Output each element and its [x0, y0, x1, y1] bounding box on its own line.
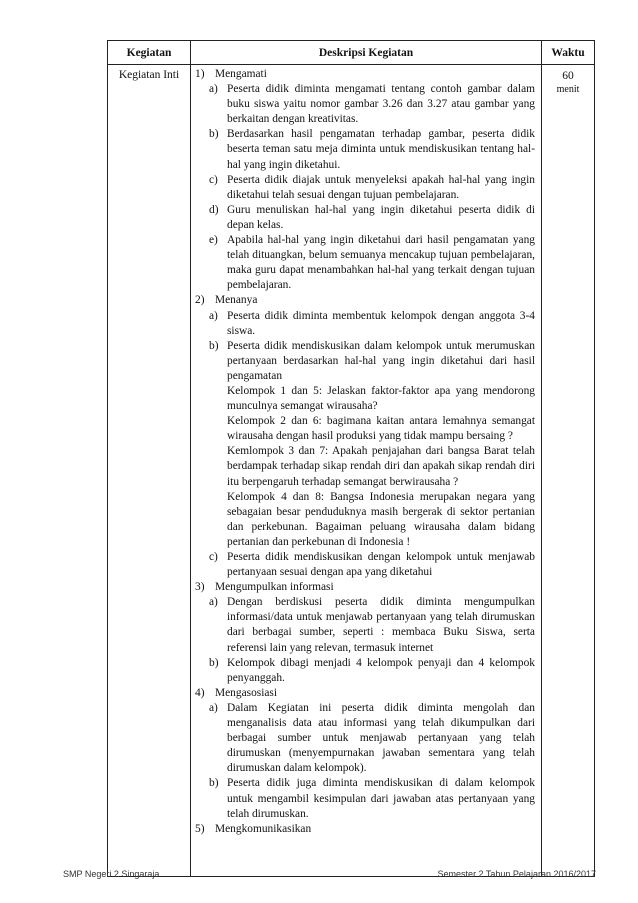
group-question: Kemlompok 3 dan 7: Apakah penjajahan dari bangsa Barat telah berdampak terhadap sikap rendah diri dan apakah sikap rendah diri itu berpengaruh terhadap semangat berwirausaha ?	[227, 445, 535, 488]
table-header-row	[108, 41, 595, 65]
step-number: 1)	[195, 68, 205, 80]
list-item	[209, 776, 535, 821]
list-item	[209, 595, 535, 655]
group-question: Kelompok 4 dan 8: Bangsa Indonesia merupakan negara yang sebagaian besar penduduknya masih bergerak di sektor pertanian dan perkebunan. Bagaiman peluang wirausaha dalam bidang pertanian dan perkebunan di Indonesia !	[227, 490, 535, 548]
step-title	[195, 580, 535, 595]
step-title	[195, 293, 535, 308]
item-text: Kelompok dibagi menjadi 4 kelompok penyaji dan 4 kelompok penyanggah.	[227, 656, 535, 684]
item-marker: a)	[209, 83, 218, 96]
kegiatan-cell: Kegiatan Inti	[108, 65, 191, 877]
item-text: Peserta didik diminta membentuk kelompok dengan anggota 3-4 siswa.	[227, 309, 535, 337]
item-marker: b)	[209, 777, 219, 790]
item-text: Dengan berdiskusi peserta didik diminta mengumpulkan informasi/data untuk menjawab pertanyaan yang telah dirumuskan dari berbagai sumber, seperti : membaca Buku Siswa, serta referensi lain yang relevan, termasuk internet	[227, 596, 535, 654]
item-text: Peserta didik mendiskusikan dengan kelompok untuk menjawab pertanyaan sesuai dengan apa yang diketahui	[227, 551, 535, 579]
list-item	[209, 656, 535, 686]
step-title	[195, 686, 535, 701]
item-marker: a)	[209, 596, 218, 609]
header-kegiatan: Kegiatan	[108, 41, 191, 65]
waktu-unit: menit	[556, 84, 580, 95]
item-text: Peserta didik juga diminta mendiskusikan di dalam kelompok untuk mengambil kesimpulan dari jawaban atas pertanyaan yang telah dirumuskan.	[227, 777, 535, 820]
step-title	[195, 822, 535, 837]
step-number: 4)	[195, 686, 205, 699]
item-marker: b)	[209, 339, 219, 352]
footer-semester: Semester 2 Tahun Pelajaran 2016/2017	[437, 869, 596, 879]
activity-step	[195, 822, 535, 837]
step-number: 5)	[195, 822, 205, 835]
list-item	[209, 339, 535, 384]
lesson-activity-table	[107, 40, 595, 877]
step-title-text: Mengkomunikasikan	[215, 822, 312, 835]
list-item	[209, 82, 535, 127]
step-number: 3)	[195, 581, 205, 594]
table-row	[108, 65, 595, 877]
item-text: Peserta didik diajak untuk menyeleksi apakah hal-hal yang ingin diketahui telah sesuai dengan tujuan pembelajaran.	[227, 173, 535, 201]
list-item	[209, 701, 535, 776]
item-marker: c)	[209, 551, 218, 563]
list-item	[209, 173, 535, 203]
item-text: Berdasarkan hasil pengamatan terhadap gambar, peserta didik beserta teman satu meja diminta untuk mendiskusikan tentang hal-hal yang ingin diketahui.	[227, 128, 535, 171]
footer-school: SMP Negeri 2 Singaraja	[63, 869, 160, 879]
list-item	[209, 309, 535, 339]
item-marker: b)	[209, 128, 219, 141]
step-title-text: Menanya	[215, 294, 258, 307]
activity-step	[195, 686, 535, 822]
waktu-value: 60	[562, 70, 574, 82]
description-cell	[191, 65, 542, 877]
activity-step	[195, 67, 535, 293]
item-marker: c)	[209, 173, 218, 186]
item-marker: a)	[209, 309, 218, 322]
list-item	[209, 203, 535, 233]
item-text: Dalam Kegiatan ini peserta didik diminta mengolah dan menganalisis data atau informasi yang telah dikumpulkan dari berbagai sumber untuk menjawab pertanyaan yang telah dirumuskan (menyempurnakan jawaban sementara yang telah dirumuskan dalam kelompok).	[227, 701, 535, 775]
step-number: 2)	[195, 294, 205, 307]
item-text: Peserta didik mendiskusikan dalam kelompok untuk merumuskan pertanyaan berdasarkan hal-hal yang ingin diketahui dari hasil pengamatan	[227, 339, 535, 382]
item-marker: e)	[209, 234, 218, 247]
step-title-text: Mengasosiasi	[215, 686, 278, 699]
group-question: Kelompok 2 dan 6: bagimana kaitan antara lemahnya semangat wirausaha dengan hasil produksi yang tidak mampu bersaing ?	[227, 415, 535, 443]
item-text: Apabila hal-hal yang ingin diketahui dari hasil pengamatan yang telah dituangkan, belum semuanya mencakup tujuan pembelajaran, maka guru dapat menambahkan hal-hal yang terkait dengan tujuan pembelajaran.	[227, 234, 535, 292]
header-waktu: Waktu	[542, 41, 595, 65]
activity-step	[195, 580, 535, 686]
group-question: Kelompok 1 dan 5: Jelaskan faktor-faktor apa yang mendorong munculnya semangat wirausaha?	[227, 384, 535, 413]
list-item	[209, 233, 535, 293]
item-text: Guru menuliskan hal-hal yang ingin diketahui peserta didik di depan kelas.	[227, 203, 535, 231]
item-marker: b)	[209, 656, 219, 669]
activity-step	[195, 293, 535, 580]
list-item	[209, 550, 535, 580]
step-title-text: Mengamati	[215, 68, 267, 80]
step-title	[195, 67, 535, 82]
step-title-text: Mengumpulkan informasi	[215, 581, 334, 594]
item-marker: d)	[209, 203, 219, 216]
waktu-cell	[542, 65, 595, 877]
header-deskripsi: Deskripsi Kegiatan	[191, 41, 542, 65]
list-item	[209, 127, 535, 172]
item-marker: a)	[209, 701, 218, 714]
item-text: Peserta didik diminta mengamati tentang contoh gambar dalam buku siswa yaitu nomor gambar 3.26 dan 3.27 atau gambar yang berkaitan dengan kreativitas.	[227, 83, 535, 126]
